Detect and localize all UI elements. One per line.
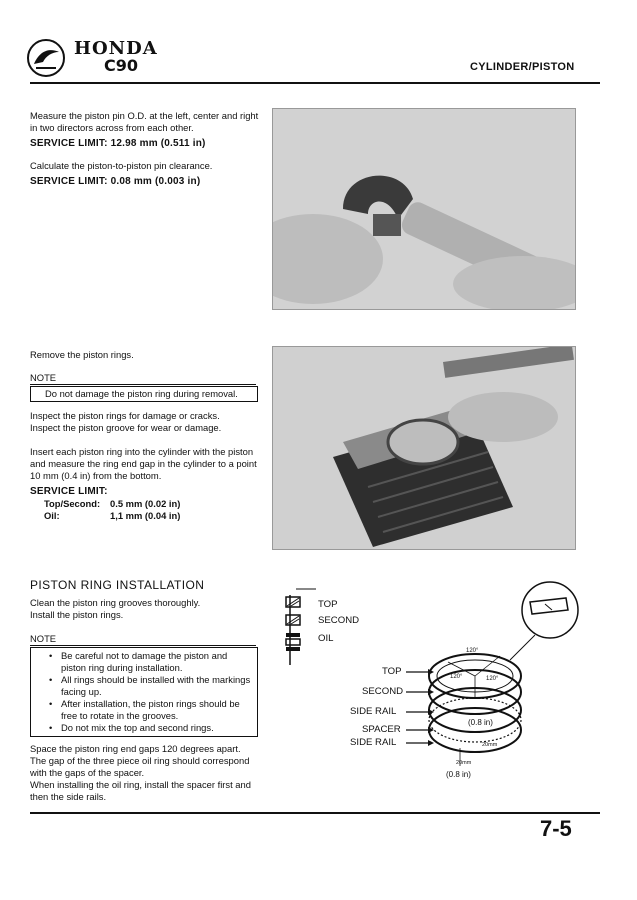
model-name: C90 bbox=[104, 56, 139, 75]
mm-label-a: 20mm bbox=[482, 742, 498, 748]
note-rule-2 bbox=[30, 645, 256, 646]
diagram-label-spacer: SPACER bbox=[362, 724, 401, 735]
legend-oil: OIL bbox=[318, 633, 334, 644]
note-item: • Be careful not to damage the piston and piston ring during installation. bbox=[45, 650, 251, 674]
diagram-label-side-rail-2: SIDE RAIL bbox=[350, 737, 397, 748]
diagram-label-side-rail-1: SIDE RAIL bbox=[350, 706, 397, 717]
installation-heading: PISTON RING INSTALLATION bbox=[30, 578, 205, 592]
legend-top: TOP bbox=[318, 599, 338, 610]
note-item: • All rings should be installed with the markings facing up. bbox=[45, 674, 251, 698]
note-item: • Do not mix the top and second rings. bbox=[45, 722, 251, 734]
note-box-2 bbox=[30, 647, 258, 737]
remove-rings-text: Remove the piston rings. bbox=[30, 349, 134, 360]
brand-name: HONDA bbox=[74, 38, 158, 59]
note-rule-1 bbox=[30, 384, 256, 385]
gap-label-outer: (0.8 in) bbox=[446, 770, 471, 779]
note-title-1: NOTE bbox=[30, 372, 57, 383]
ring-gap-diagram bbox=[340, 580, 610, 785]
deg-label-b: 120° bbox=[450, 674, 463, 680]
limit-label-top-second: Top/Second: bbox=[44, 498, 101, 509]
inspect-rings-text: Inspect the piston rings for damage or cracks. bbox=[30, 410, 220, 421]
inspect-groove-text: Inspect the piston groove for wear or damage. bbox=[30, 422, 222, 433]
header-rule bbox=[30, 82, 600, 84]
limit-value-top-second: 0.5 mm (0.02 in) bbox=[110, 498, 181, 509]
insert-ring-text: Insert each piston ring into the cylinder with the piston and measure the ring end gap in the cylinder to a point 10 mm (0.4 in) from the bottom. bbox=[30, 446, 257, 481]
page-number: 7-5 bbox=[540, 816, 572, 841]
diagram-label-second: SECOND bbox=[362, 686, 404, 697]
clean-grooves-text: Clean the piston ring grooves thoroughly. bbox=[30, 597, 201, 608]
service-limit-gap-title: SERVICE LIMIT: bbox=[30, 486, 108, 497]
cylinder-photo bbox=[272, 346, 576, 550]
limit-value-oil: 1,1 mm (0.04 in) bbox=[110, 510, 181, 521]
honda-logo bbox=[26, 38, 66, 78]
limit-label-oil: Oil: bbox=[44, 510, 60, 521]
deg-label-a: 120° bbox=[466, 648, 479, 654]
ring-cross-section-icon bbox=[282, 585, 316, 671]
install-oil-ring-text: When installing the oil ring, install the spacer first and then the side rails. bbox=[30, 779, 251, 802]
service-limit-clearance: SERVICE LIMIT: 0.08 mm (0.003 in) bbox=[30, 176, 201, 187]
deg-label-c: 120° bbox=[486, 676, 499, 682]
service-limit-pin: SERVICE LIMIT: 12.98 mm (0.511 in) bbox=[30, 138, 206, 149]
note-item: • After installation, the piston rings should be free to rotate in the grooves. bbox=[45, 698, 251, 722]
install-notes-list bbox=[45, 650, 251, 734]
footer-rule bbox=[30, 812, 600, 814]
space-gaps-text: Space the piston ring end gaps 120 degrees apart. The gap of the three piece oil ring should correspond with the gaps of the spacer. bbox=[30, 743, 250, 778]
diagram-label-top: TOP bbox=[382, 666, 402, 677]
micrometer-photo bbox=[272, 108, 576, 310]
note-title-2: NOTE bbox=[30, 633, 57, 644]
clearance-text: Calculate the piston-to-piston pin clearance. bbox=[30, 160, 213, 171]
legend-second: SECOND bbox=[318, 615, 360, 626]
note-box-1 bbox=[30, 386, 258, 402]
install-rings-text: Install the piston rings. bbox=[30, 609, 124, 620]
mm-label-b: 20mm bbox=[456, 760, 472, 766]
measure-pin-text: Measure the piston pin O.D. at the left, center and right in two directors across from each other. bbox=[30, 110, 259, 133]
note-text-1: Do not damage the piston ring during removal. bbox=[45, 388, 238, 399]
gap-label-inner: (0.8 in) bbox=[468, 718, 493, 727]
section-title: CYLINDER/PISTON bbox=[470, 61, 575, 73]
